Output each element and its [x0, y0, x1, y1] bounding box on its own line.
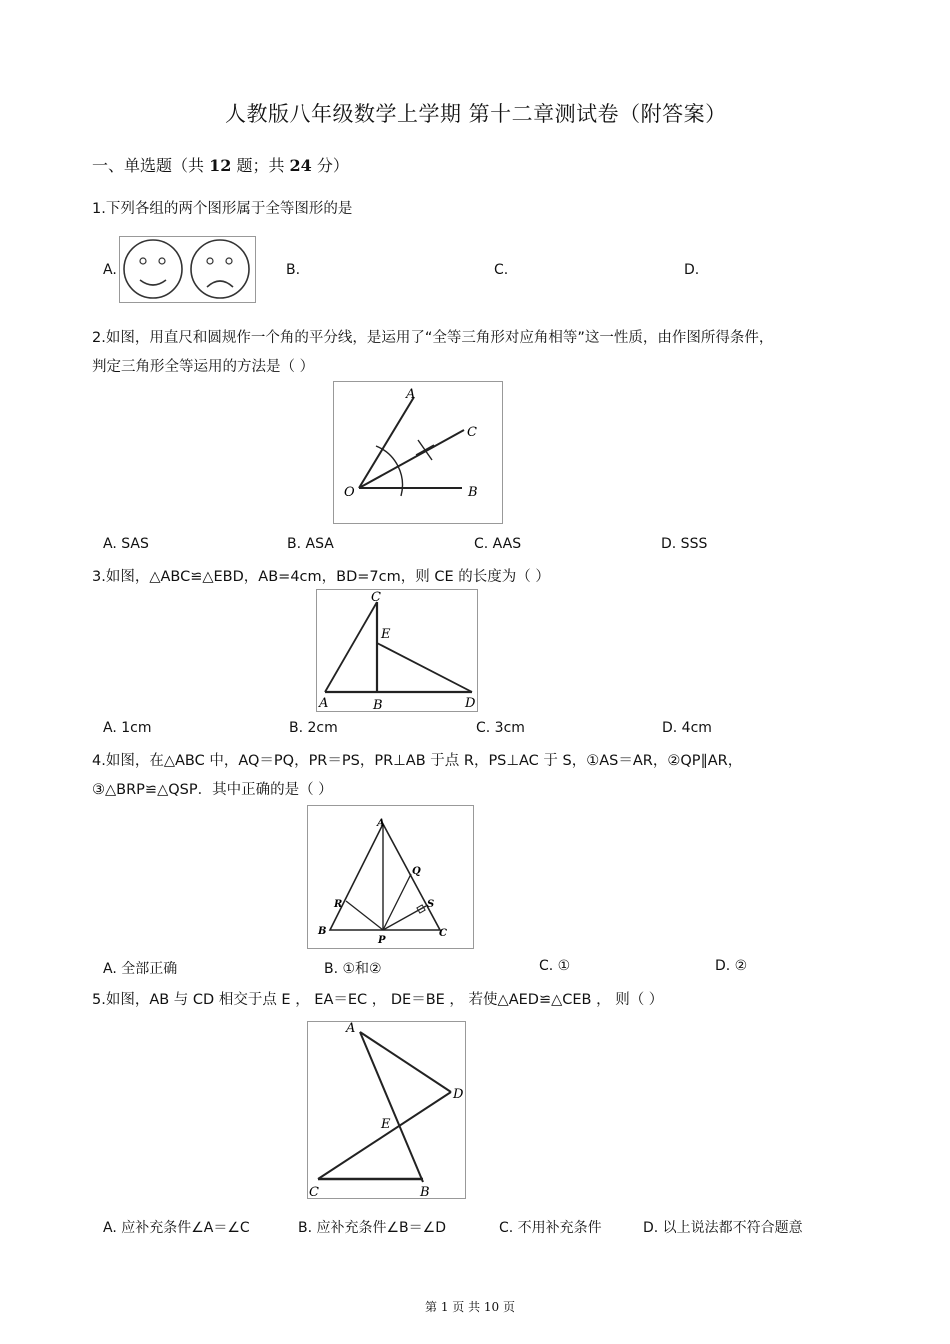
label-a: A: [406, 387, 416, 402]
faces-drawing: [120, 237, 255, 302]
page-footer: 第 1 页 共 10 页: [425, 1300, 515, 1314]
question-2-stem-line2: 判定三角形全等运用的方法是（ ）: [92, 359, 315, 375]
question-5-option-d[interactable]: D. 以上说法都不符合题意: [643, 1220, 803, 1236]
label-o: O: [344, 485, 355, 500]
label-d: D: [465, 696, 476, 711]
question-4-stem-line1: 4.如图，在△ABC 中，AQ＝PQ，PR＝PS，PR⊥AB 于点 R，PS⊥AC 于 S，①AS＝AR，②QP∥AR，: [92, 753, 743, 769]
question-2-option-b[interactable]: B. ASA: [287, 536, 334, 552]
question-3-stem: 3.如图，△ABC≌△EBD，AB=4cm，BD=7cm，则 CE 的长度为（ ）: [92, 569, 550, 585]
question-5-figure-intersecting: [307, 1021, 466, 1199]
bisector-drawing: [334, 382, 502, 523]
label-p: P: [378, 935, 386, 946]
question-2-stem-line1: 2.如图，用直尺和圆规作一个角的平分线，是运用了“全等三角形对应角相等”这一性质，由作图所得条件，: [92, 330, 774, 346]
label-c: C: [439, 928, 447, 939]
label-c: C: [371, 590, 381, 605]
question-1-option-a[interactable]: A.: [103, 262, 117, 278]
question-4-stem-line2: ③△BRP≌△QSP．其中正确的是（ ）: [92, 782, 333, 798]
question-2-option-a[interactable]: A. SAS: [103, 536, 149, 552]
label-a: A: [346, 1022, 356, 1036]
triangles-drawing: [317, 590, 477, 711]
section-prefix: 一、单选题（共: [92, 156, 210, 175]
label-d: D: [453, 1087, 464, 1102]
question-5-option-a[interactable]: A. 应补充条件∠A＝∠C: [103, 1220, 250, 1236]
question-3-figure-triangles: [316, 589, 478, 712]
section-header: [92, 153, 349, 176]
label-c: C: [309, 1185, 319, 1198]
label-e: E: [381, 1117, 391, 1132]
label-b: B: [318, 926, 327, 937]
question-5-option-b[interactable]: B. 应补充条件∠B＝∠D: [298, 1220, 446, 1236]
question-2-figure-bisector: [333, 381, 503, 524]
label-q: Q: [412, 866, 421, 877]
question-3-option-a[interactable]: A. 1cm: [103, 720, 152, 736]
page-title: 人教版八年级数学上学期 第十二章测试卷（附答案）: [225, 102, 727, 126]
question-1-option-c[interactable]: C.: [494, 262, 509, 278]
question-1-option-d[interactable]: D.: [684, 262, 700, 278]
label-c: C: [467, 425, 477, 440]
question-4-option-a[interactable]: A. 全部正确: [103, 961, 178, 977]
label-s: S: [427, 899, 435, 910]
label-b: B: [420, 1185, 430, 1198]
label-a: A: [319, 696, 329, 711]
question-1-figure-faces: [119, 236, 256, 303]
question-3-option-b[interactable]: B. 2cm: [289, 720, 338, 736]
question-4-figure-triangle: [307, 805, 474, 949]
triangle-drawing: [308, 806, 473, 948]
question-1-stem: 1.下列各组的两个图形属于全等图形的是: [92, 201, 353, 217]
label-a: A: [377, 818, 385, 829]
question-3-option-c[interactable]: C. 3cm: [476, 720, 525, 736]
section-mid: 题；共: [231, 156, 290, 175]
label-e: E: [381, 627, 391, 642]
label-r: R: [334, 899, 343, 910]
question-4-option-b[interactable]: B. ①和②: [324, 961, 382, 977]
question-2-option-c[interactable]: C. AAS: [474, 536, 522, 552]
intersecting-drawing: [308, 1022, 465, 1198]
question-1-option-b[interactable]: B.: [286, 262, 301, 278]
question-3-option-d[interactable]: D. 4cm: [662, 720, 712, 736]
question-4-option-d[interactable]: D. ②: [715, 958, 748, 974]
question-4-option-c[interactable]: C. ①: [539, 958, 571, 974]
section-suffix: 分）: [311, 156, 349, 175]
section-count: 12: [209, 156, 232, 175]
label-b: B: [373, 698, 383, 711]
section-score: 24: [289, 156, 312, 175]
question-2-option-d[interactable]: D. SSS: [661, 536, 708, 552]
question-5-stem: 5.如图，AB 与 CD 相交于点 E ， EA＝EC ， DE＝BE ， 若使△AED≌△CEB ， 则（ ）: [92, 992, 664, 1008]
question-5-option-c[interactable]: C. 不用补充条件: [499, 1220, 602, 1236]
label-b: B: [468, 485, 478, 500]
